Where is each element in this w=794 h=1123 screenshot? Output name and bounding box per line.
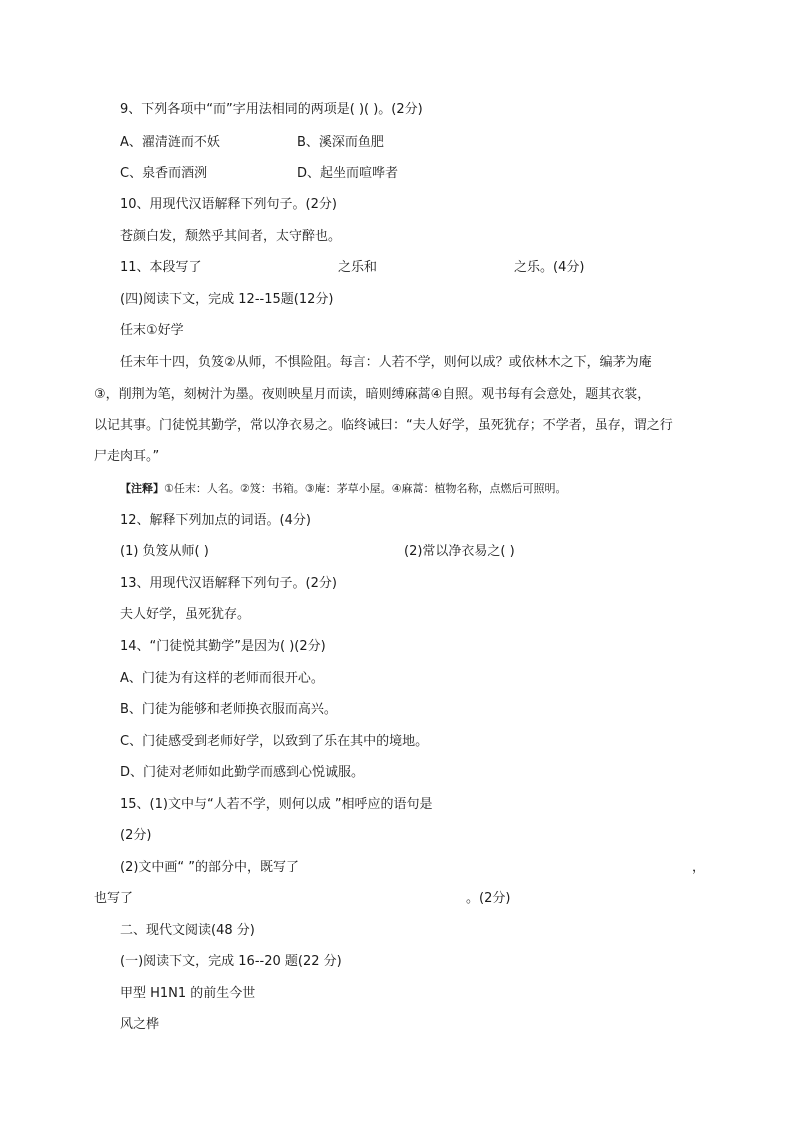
question-13: 13、用现代汉语解释下列句子。(2分) <box>120 576 337 591</box>
question-15-part-2-continued: 也写了 <box>94 891 134 906</box>
question-15-part-2-score: 。(2分) <box>466 891 511 906</box>
annotation <box>120 480 566 498</box>
question-12-item-1: (1) 负笈从师( ) <box>120 544 209 559</box>
question-12-item-2: (2)常以净衣易之( ) <box>404 544 515 559</box>
question-12: 12、解释下列加点的词语。(4分) <box>120 513 311 528</box>
section-2-heading: 二、现代文阅读(48 分) <box>120 923 255 938</box>
passage-line-4: 尸走肉耳。” <box>94 449 160 464</box>
question-9: 9、下列各项中“而”字用法相同的两项是( )( )。(2分) <box>120 102 423 117</box>
passage-line-2: ③，削荆为笔，刻树汁为墨。夜则映星月而读，暗则缚麻蒿④自照。观书每有会意处，题其衣裳， <box>94 387 651 402</box>
annotation-text: ①任末：人名。②笈：书箱。③庵：茅草小屋。④麻蒿：植物名称，点燃后可照明。 <box>164 482 567 495</box>
section-2-1-heading: (一)阅读下文，完成 16--20 题(22 分) <box>120 954 342 969</box>
passage-line-3: 以记其事。门徒悦其勤学，常以净衣易之。临终诫曰：“夫人好学，虽死犹存；不学者，虽存，谓之行 <box>94 418 673 433</box>
passage-line-1: 任末年十四，负笈②从师，不惧险阻。每言：人若不学，则何以成？或依林木之下，编茅为庵 <box>120 355 652 370</box>
section-4-heading: (四)阅读下文，完成 12--15题(12分) <box>120 292 334 307</box>
question-10-text: 苍颜白发，颓然乎其间者，太守醉也。 <box>120 229 342 244</box>
question-15-part-1-score: (2分) <box>120 828 152 843</box>
question-11-part-b: 之乐和 <box>338 260 378 275</box>
annotation-label: 【注释】 <box>120 482 164 495</box>
question-14-option-b: B、门徒为能够和老师换衣服而高兴。 <box>120 702 337 717</box>
article-title: 甲型 H1N1 的前生今世 <box>120 986 256 1001</box>
question-14: 14、“门徒悦其勤学”是因为( )(2分) <box>120 639 326 654</box>
question-9-option-a: A、濯清涟而不妖 <box>120 135 220 150</box>
question-14-option-d: D、门徒对老师如此勤学而感到心悦诚服。 <box>120 765 365 780</box>
question-14-option-a: A、门徒为有这样的老师而很开心。 <box>120 671 324 686</box>
article-author: 风之桦 <box>120 1017 160 1032</box>
question-15-part-1: 15、(1)文中与“人若不学，则何以成 ”相呼应的语句是 <box>120 797 433 812</box>
question-9-option-b: B、溪深而鱼肥 <box>297 135 384 150</box>
question-11-part-a: 11、本段写了 <box>120 260 202 275</box>
question-13-text: 夫人好学，虽死犹存。 <box>120 607 251 622</box>
question-9-option-c: C、泉香而酒洌 <box>120 166 208 181</box>
question-14-option-c: C、门徒感受到老师好学，以致到了乐在其中的境地。 <box>120 734 429 749</box>
question-15-part-2-comma: ， <box>692 860 706 875</box>
question-11-part-c: 之乐。(4分) <box>514 260 585 275</box>
question-10: 10、用现代汉语解释下列句子。(2分) <box>120 197 337 212</box>
passage-title: 任末①好学 <box>120 323 184 338</box>
question-9-option-d: D、起坐而喧哗者 <box>297 166 399 181</box>
question-15-part-2: (2)文中画“ ”的部分中，既写了 <box>120 860 300 875</box>
